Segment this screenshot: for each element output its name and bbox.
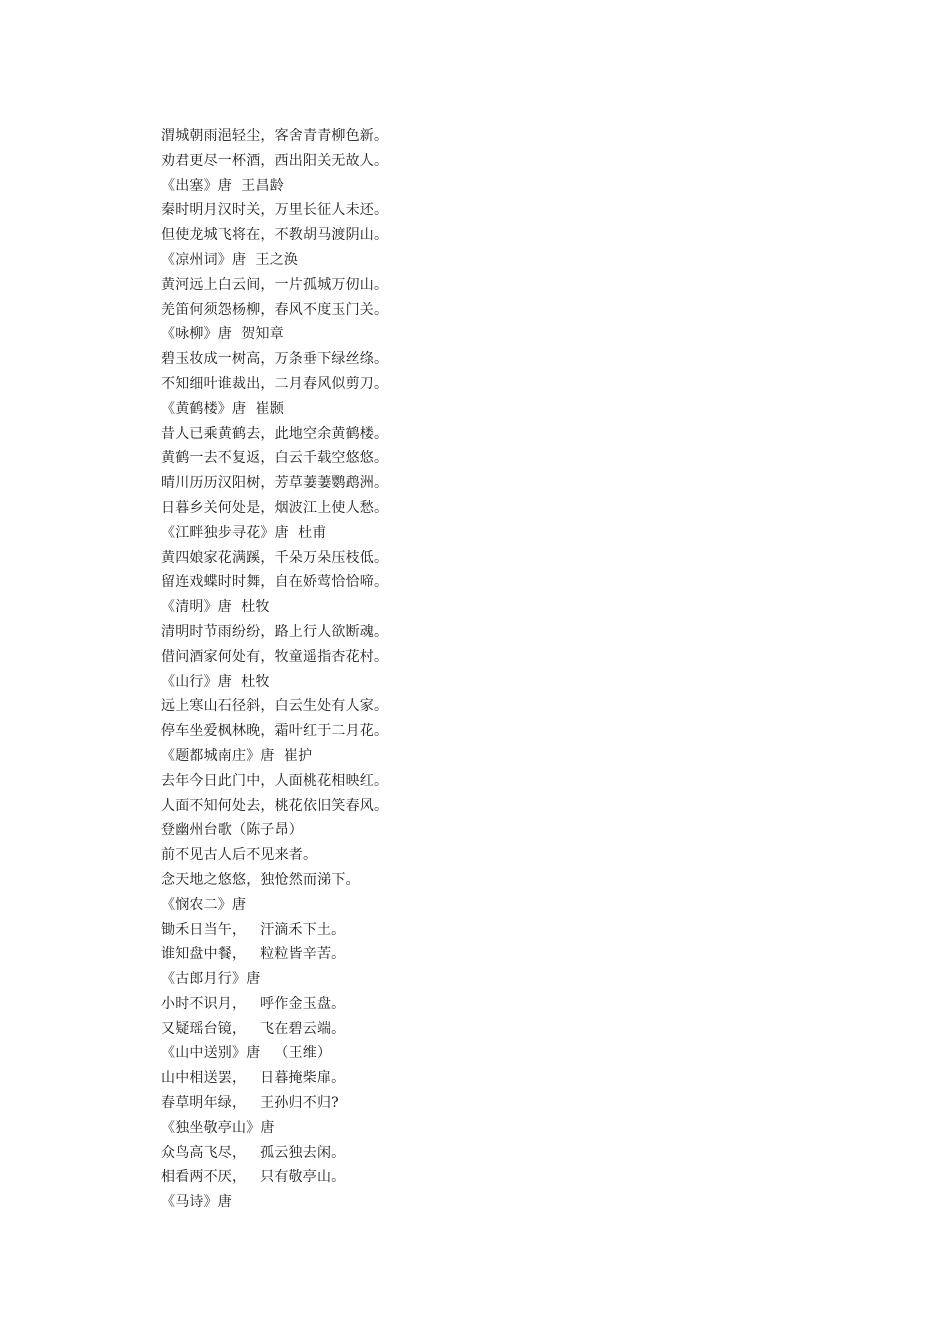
text-line: 《清明》唐 杜牧 <box>161 599 270 616</box>
text-line: 但使龙城飞将在，不教胡马渡阴山。 <box>161 227 389 244</box>
text-line: 不知细叶谁裁出，二月春风似剪刀。 <box>161 375 389 392</box>
text-line: 人面不知何处去，桃花依旧笑春风。 <box>161 797 389 814</box>
text-line: 《题都城南庄》唐 崔护 <box>161 747 313 764</box>
text-line: 又疑瑶台镜， 飞在碧云端。 <box>161 1020 346 1037</box>
text-line: 《悯农二》唐 <box>161 896 247 913</box>
text-line: 《凉州词》唐 王之涣 <box>161 251 299 268</box>
text-line: 锄禾日当午， 汗滴禾下土。 <box>161 921 346 938</box>
text-line: 相看两不厌， 只有敬亭山。 <box>161 1169 346 1186</box>
text-line: 谁知盘中餐， 粒粒皆辛苦。 <box>161 946 346 963</box>
text-line: 秦时明月汉时关，万里长征人未还。 <box>161 202 389 219</box>
poem-text-block <box>161 124 761 1215</box>
text-line: 念天地之悠悠，独怆然而涕下。 <box>161 871 360 888</box>
text-line: 春草明年绿， 王孙归不归? <box>161 1095 339 1112</box>
text-line: 留连戏蝶时时舞，自在娇莺恰恰啼。 <box>161 574 389 591</box>
text-line: 《山行》唐 杜牧 <box>161 673 270 690</box>
text-line: 《出塞》唐 王昌龄 <box>161 177 284 194</box>
text-line: 停车坐爱枫林晚，霜叶红于二月花。 <box>161 723 389 740</box>
text-line: 碧玉妆成一树高，万条垂下绿丝绦。 <box>161 351 389 368</box>
text-line: 昔人已乘黄鹤去，此地空余黄鹤楼。 <box>161 425 389 442</box>
text-line: 渭城朝雨浥轻尘，客舍青青柳色新。 <box>161 128 389 144</box>
text-line: 《咏柳》唐 贺知章 <box>161 326 284 343</box>
text-line: 清明时节雨纷纷，路上行人欲断魂。 <box>161 623 389 640</box>
text-line: 借问酒家何处有，牧童遥指杏花村。 <box>161 648 389 665</box>
text-line: 羌笛何须怨杨柳，春风不度玉门关。 <box>161 301 389 318</box>
text-line: 登幽州台歌（陈子昂） <box>161 822 303 839</box>
text-line: 《古郎月行》唐 <box>161 971 261 988</box>
text-line: 山中相送罢， 日暮掩柴扉。 <box>161 1070 346 1087</box>
text-line: 众鸟高飞尽， 孤云独去闲。 <box>161 1144 346 1161</box>
text-line: 黄鹤一去不复返，白云千载空悠悠。 <box>161 450 389 467</box>
text-line: 晴川历历汉阳树，芳草萋萋鹦鹉洲。 <box>161 475 389 492</box>
text-line: 远上寒山石径斜，白云生处有人家。 <box>161 698 389 715</box>
text-line: 《黄鹤楼》唐 崔颢 <box>161 400 284 417</box>
text-line: 黄四娘家花满蹊，千朵万朵压枝低。 <box>161 549 389 566</box>
text-line: 日暮乡关何处是，烟波江上使人愁。 <box>161 499 389 516</box>
text-line: 小时不识月， 呼作金玉盘。 <box>161 995 346 1012</box>
text-line: 《山中送别》唐 （王维） <box>161 1045 332 1062</box>
text-line: 《江畔独步寻花》唐 杜甫 <box>161 524 327 541</box>
text-line: 去年今日此门中，人面桃花相映红。 <box>161 772 389 789</box>
text-line: 劝君更尽一杯酒，西出阳关无故人。 <box>161 152 389 169</box>
text-line: 黄河远上白云间，一片孤城万仞山。 <box>161 276 389 293</box>
text-line: 前不见古人后不见来者。 <box>161 847 318 864</box>
text-line: 《独坐敬亭山》唐 <box>161 1119 275 1136</box>
text-line: 《马诗》唐 <box>161 1194 232 1211</box>
